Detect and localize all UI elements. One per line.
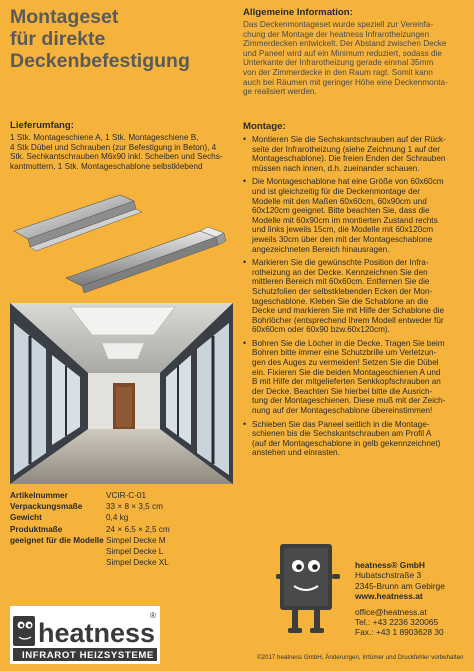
page-title [10,6,235,72]
logo-svg [10,606,160,664]
spec-value: 33 × 8 × 3,5 cm [106,502,163,512]
delivery-line: Stk. Sechkantschrauben M6x90 inkl. Scheiben und Sechs- [10,152,223,162]
delivery-scope-heading: Lieferumfang: [10,120,74,131]
step-line: • Schieben Sie das Paneel seitlich in die Montage- [252,419,430,429]
step-line: Modelle mit den Maßen 60x60cm, 60x90cm und [252,196,427,206]
corridor-photo-svg [10,303,233,484]
step-line: müssen nach innen, d.h. zueinander schauen. [252,163,420,173]
step-line: gen des Auges zu vermeiden! Setzen Sie die Dübel [252,358,439,368]
spec-label: Artikelnummer [10,491,68,500]
info-line: und Paneel wird auf ein Minimum reduziert, sodass die [243,48,442,58]
specs-table [10,490,235,568]
contact-block [355,560,471,638]
step-line: tageschablone. Kleben Sie die Schablone an die [252,296,429,306]
step-line: ein. Fixieren Sie die beiden Montageschienen A und [252,367,441,377]
spec-value: 24 × 6,5 × 2,5 cm [106,524,170,534]
step-line: • Bohren Sie die Löcher in die Decke. Tragen Sie beim [252,338,445,348]
info-section [243,7,467,97]
spec-label [10,557,106,568]
spec-value: Simpel Decke L [106,546,164,556]
installation-step [243,135,467,173]
installation-heading: Montage: [243,121,286,132]
installation-photo [10,303,233,484]
installation-step [243,420,467,458]
spec-row [10,490,235,501]
rail-b [66,227,226,293]
mounting-rails-image [10,183,235,293]
info-line: Das Deckenmontageset wurde speziell zur Vereinfa- [243,20,434,29]
spec-value: VCIR-C-01 [106,491,147,500]
installation-steps [243,135,467,458]
step-line: anstehen und einrasten. [252,448,340,458]
step-line: Decke und markieren Sie mit Hilfe der Schablone die [252,306,445,316]
info-line: Zimmerdecken entwickelt. Der Abstand zwischen Decke [243,39,447,49]
info-line: ge realisiert werden. [243,87,317,97]
step-line: mittleren Bereich mit 60x60cm. Entfernen Sie die [252,277,430,287]
spec-value: Simpel Decke XL [106,558,169,568]
phone-number: Tel.: +43 2236 320065 [355,617,439,628]
info-line: von der Zimmerdecke in den Raum ragt. Somit kann [243,67,433,77]
website-link[interactable]: www.heatness.at [355,591,423,602]
delivery-scope-text [10,133,235,171]
spec-label: Gewicht [10,513,42,523]
info-text [243,20,467,97]
spec-label: Produktmaße [10,524,63,534]
logo-registered: ® [150,611,156,620]
spec-row [10,512,235,523]
step-line: 60x120cm geeignet. Bitte beachten Sie, dass die [252,206,430,216]
step-line: nung auf der Montageschablone übereinstimmen! [252,406,433,416]
title-line: Montageset [10,6,119,28]
installation-section [243,121,467,462]
copyright-note: ©2017 heatness GmbH, Änderungen, Irrtümer und Druckfehler vorbehalten [257,654,464,661]
mascot-illustration [276,538,344,638]
spec-row [10,501,235,512]
delivery-scope-section [10,120,235,171]
street: Hubatschstraße 3 [355,570,422,581]
heatness-logo [10,606,160,664]
city: 2345-Brunn am Gebirge [355,580,445,591]
step-line: • Die Montageschablone hat eine Größe von 60x60cm [252,177,444,187]
mascot-svg [276,538,344,638]
info-heading: Allgemeine Information: [243,7,353,18]
spec-label [10,546,106,557]
step-line: rotheizung an der Decke. Kennzeichnen Sie den [252,267,428,277]
spec-row [10,557,235,568]
step-line: 60x60cm oder 60x90 bzw.60x120cm). [252,325,390,335]
step-line: • Montieren Sie die Sechskantschrauben auf der Rück- [252,135,446,144]
logo-mascot-icon [13,616,35,646]
mounting-rails-svg [10,183,235,293]
spec-row [10,524,235,535]
step-line: Modelle mit 60x90cm im montierten Zustand rechts [252,215,438,225]
installation-step [243,177,467,254]
step-line: seite der Infrarotheizung (siehe Zeichnung 1 auf der [252,144,440,154]
info-line: Unterkante der Infrarotheizung gerade einmal 35mm [243,58,434,68]
installation-step [243,258,467,335]
spec-value: Simpel Decke M [106,535,166,545]
installation-step [243,339,467,416]
spec-value: 0,4 kg [106,513,129,523]
step-line: Bohrlöcher (entsprechend Ihrem Modell entweder für [252,315,444,325]
email-link[interactable]: office@heatness.at [355,606,427,617]
delivery-line: 1 Stk. Montageschiene A, 1 Stk. Montageschiene B, [10,133,199,142]
step-line: tung der Montageschienen. Diese muß mit der Zeich- [252,396,446,406]
step-line: (auf der Montageschablone in gelb gekennzeichnet) [252,438,441,448]
rail-a [14,195,142,251]
logo-brand: heatness [38,618,156,648]
step-line: Montageschablone). Die freien Enden der Schrauben [252,154,446,164]
spec-row [10,535,235,546]
spec-label: Verpackungsmaße [10,502,83,512]
delivery-line: kantmuttern, 1 Stk. Montageschablone selbstklebend [10,161,203,171]
fax-number: Fax.: +43 1 8903628 30 [355,627,444,638]
step-line: und links jeweils 15cm, die Modelle mit 60x120cm [252,225,434,235]
info-line: auch bei Räumen mit geringer Höhe eine Deckenmonta- [243,77,448,87]
delivery-line: 4 Stk Dübel und Schrauben (zur Befestigung in Beton), 4 [10,142,217,152]
info-line: chung der Montage der heatness Infrarotheizungen [243,29,430,39]
logo-tagline: INFRAROT HEIZSYSTEME [22,650,154,661]
step-line: • Markieren Sie die gewünschte Position der Infra- [252,258,429,268]
step-line: Bohren bitte immer eine Schutzbrille um Verletzun- [252,348,437,358]
step-line: B mit Hilfe der mitgelieferten Senkkopfschrauben an [252,377,441,387]
company-name: heatness® GmbH [355,560,425,570]
title-line: Deckenbefestigung [10,50,190,72]
spec-row [10,546,235,557]
step-line: schienen bis die Sechskantschrauben am Profil A [252,429,432,439]
step-line: und ist gleichzeitig für die Deckenmontage der [252,186,420,196]
step-line: jeweils 30cm über den mit der Montageschablone [252,234,433,244]
step-line: Schutzfolien der selbstklebenden Ecken der Mon- [252,286,433,296]
step-line: der Decke. Beachten Sie hierbei bitte die Ausrich- [252,386,433,396]
step-line: angezeichneten Bereich hinausragen. [252,244,390,254]
spec-label: geeignet für die Modelle [10,535,104,545]
title-line: für direkte [10,28,106,50]
